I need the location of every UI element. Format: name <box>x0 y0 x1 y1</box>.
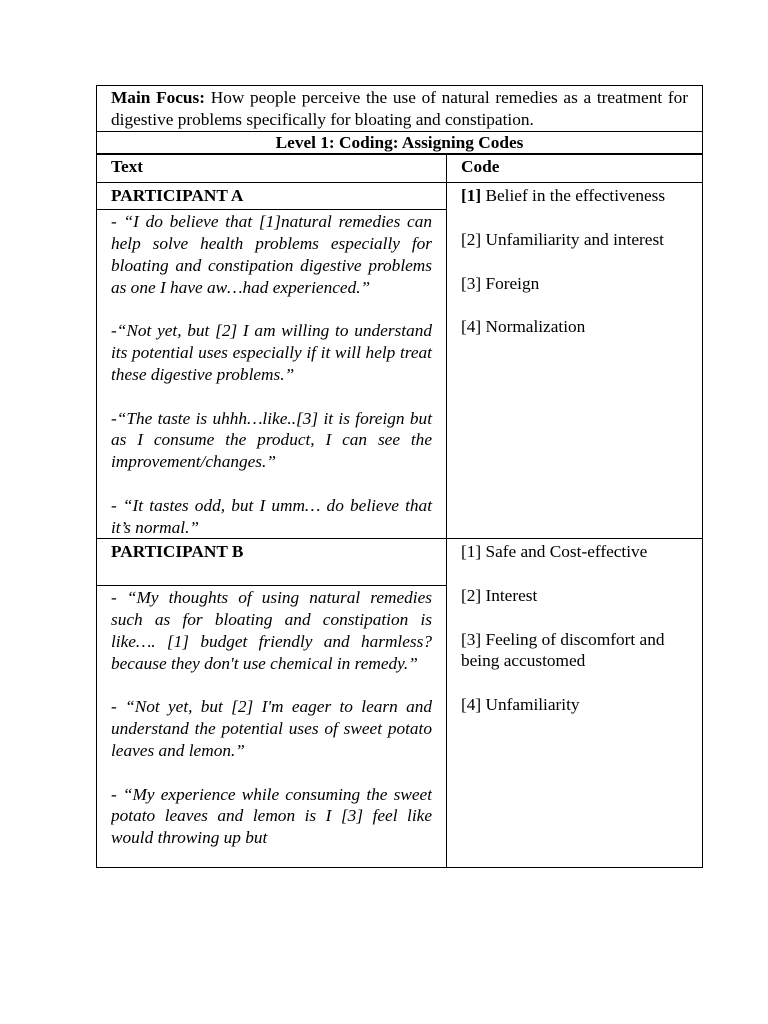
level-title: Level 1: Coding: Assigning Codes <box>97 131 703 154</box>
participant-a-code-1-number: [1] <box>461 186 482 206</box>
participant-a-quote-2: -“Not yet, but [2] I am willing to understand its potential uses especially if it will help treat these digestive problems.” <box>111 321 432 384</box>
participant-b-name-row <box>97 539 703 586</box>
participant-a-code-4: [4] Normalization <box>461 317 586 337</box>
participant-b-quotes <box>97 586 447 868</box>
participant-a-quote-4: - “It tastes odd, but I umm… do believe that it’s normal.” <box>111 495 432 537</box>
participant-b-code-2: [2] Interest <box>461 585 538 605</box>
participant-b-quote-1: - “My thoughts of using natural remedies such as for bloating and constipation is like…. [1] budget friendly and harmless?because they don't use chemical in remedy.” <box>111 588 432 673</box>
participant-b-quote-2: - “Not yet, but [2] I'm eager to learn and understand the potential uses of sweet potato leaves and lemon.” <box>111 697 432 760</box>
participant-a-code-2: [2] Unfamiliarity and interest <box>461 229 664 249</box>
participant-a-code-1-text: Belief in the effectiveness <box>481 186 666 206</box>
participant-a-name-row <box>97 183 703 210</box>
participant-a-name: PARTICIPANT A <box>97 183 447 210</box>
participant-b-code-3: [3] Feeling of discomfort and being accustomed <box>461 629 665 671</box>
main-focus-label: Main Focus: <box>111 88 206 107</box>
code-column-header: Code <box>447 154 703 183</box>
coding-table <box>96 85 703 868</box>
participant-a-quotes <box>97 210 447 539</box>
participant-b-code-1: [1] Safe and Cost-effective <box>461 542 648 562</box>
column-header-row <box>97 154 703 183</box>
participant-b-quotes-clip <box>111 587 432 867</box>
participant-a-quote-3: -“The taste is uhhh…like..[3] it is foreign but as I consume the product, I can see the improvement/changes.” <box>111 408 432 472</box>
text-column-header: Text <box>97 154 447 183</box>
participant-b-code-4: [4] Unfamiliarity <box>461 694 580 714</box>
participant-b-name: PARTICIPANT B <box>97 539 447 586</box>
participant-b-quote-3: - “My experience while consuming the sweet potato leaves and lemon is I [3] feel like would throwing up but <box>111 784 432 848</box>
participant-a-code-3: [3] Foreign <box>461 273 540 293</box>
level-title-row <box>97 131 703 154</box>
participant-a-quote-1: - “I do believe that [1]natural remedies can help solve health problems especially for bloating and constipation digestive problems as one I have aw…had experienced.” <box>111 212 432 297</box>
main-focus-text: How people perceive the use of natural remedies as a treatment for digestive problems specifically for bloating and constipation. <box>111 88 688 129</box>
main-focus-cell <box>97 86 703 132</box>
participant-b-codes <box>447 539 703 868</box>
participant-a-code-1 <box>461 185 688 207</box>
participant-a-codes <box>447 183 703 539</box>
main-focus-row <box>97 86 703 132</box>
